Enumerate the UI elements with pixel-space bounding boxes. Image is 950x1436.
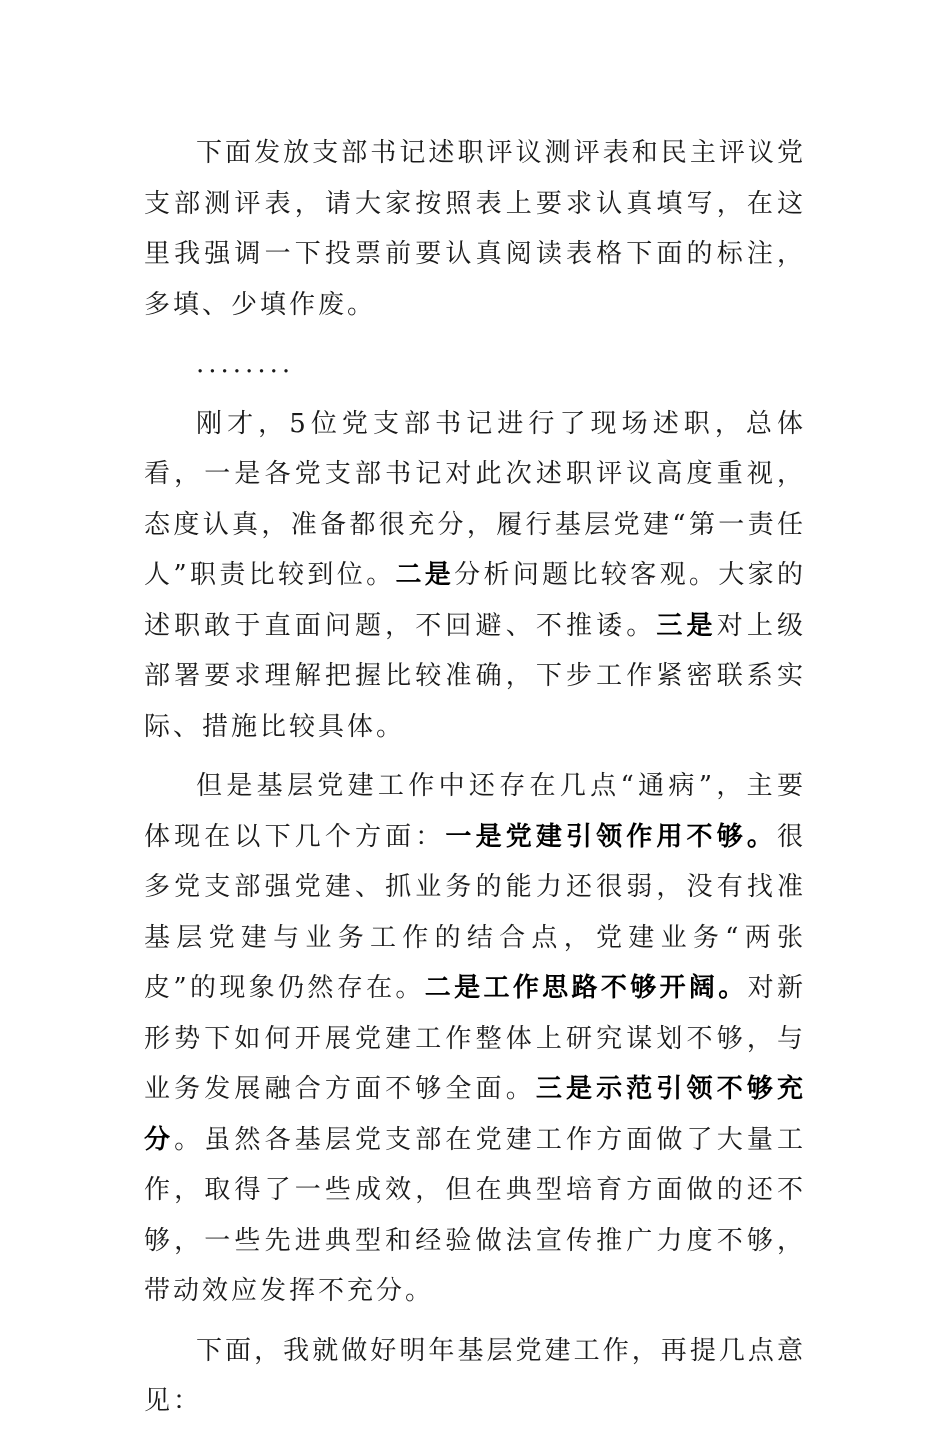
- paragraph-opinions-intro: [144, 1326, 806, 1427]
- paragraph-summary: [144, 399, 806, 753]
- paragraph-text: 刚才，5位党支部书记进行了现场述职，总体看，一是各党支部书记对此次述职评议高度重视，态度认真，准备都很充分，履行基层党建“第一责任人”职责比较到位。: [144, 408, 806, 590]
- bold-heading-one: 一是党建引领作用不够。: [445, 821, 777, 852]
- paragraph-problems: [144, 761, 806, 1317]
- document-body: [144, 128, 806, 1436]
- paragraph-text: 下面发放支部书记述职评议测评表和民主评议党支部测评表，请大家按照表上要求认真填写，在这里我强调一下投票前要认真阅读表格下面的标注，多填、少填作废。: [144, 138, 806, 320]
- paragraph-text: 对新形势下如何开展党建工作整体上研究谋划不够，与业务发展融合方面不够全面。: [144, 973, 806, 1104]
- paragraph-text: 。虽然各基层党支部在党建工作方面做了大量工作，取得了一些成效，但在典型培育方面做的还不够，一些先进典型和经验做法宣传推广力度不够，带动效应发挥不充分。: [144, 1124, 806, 1306]
- bold-marker-two: 二是: [395, 560, 455, 590]
- bold-heading-two: 二是工作思路不够开阔。: [424, 973, 748, 1003]
- bold-marker-three: 三是: [656, 610, 717, 641]
- paragraph-text: 下面，我就做好明年基层党建工作，再提几点意见：: [144, 1335, 806, 1416]
- paragraph-ellipsis: [144, 339, 806, 390]
- paragraph-text: 对上级部署要求理解把握比较准确，下步工作紧密联系实际、措施比较具体。: [144, 610, 806, 742]
- paragraph-ballot-instructions: [144, 128, 806, 330]
- bold-heading-three: 三是示范引领不够充分: [144, 1074, 806, 1155]
- paragraph-text: 但是基层党建工作中还存在几点“通病”，主要体现在以下几个方面：: [144, 771, 806, 852]
- paragraph-text: 分析问题比较客观。大家的述职敢于直面问题，不回避、不推诿。: [144, 560, 806, 641]
- ellipsis-text: ........: [196, 349, 295, 379]
- paragraph-text: 很多党支部强党建、抓业务的能力还很弱，没有找准基层党建与业务工作的结合点，党建业务“两张皮”的现象仍然存在。: [144, 821, 806, 1003]
